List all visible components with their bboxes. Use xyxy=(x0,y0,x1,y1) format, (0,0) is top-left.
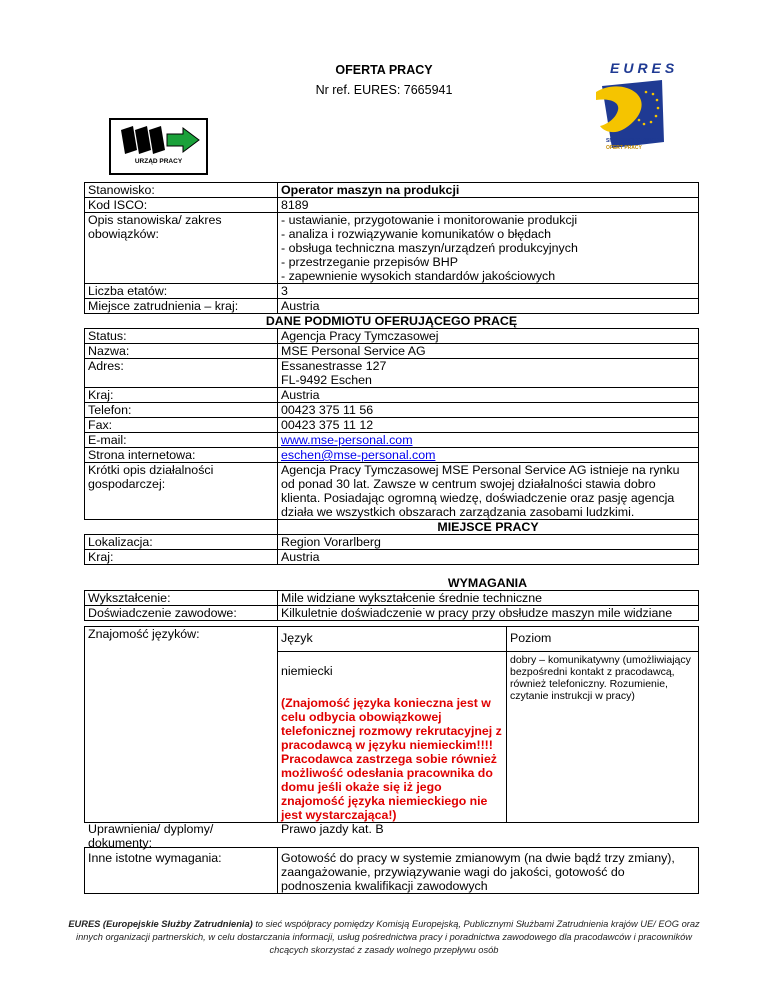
workplace-country-value: Austria xyxy=(278,550,699,565)
row-location xyxy=(85,535,699,550)
language-cell xyxy=(278,652,507,823)
experience-label: Doświadczenie zawodowe: xyxy=(85,606,278,621)
eures-tagline-2: OFERT PRACY xyxy=(606,145,642,151)
language-column-header: Język xyxy=(278,627,507,652)
urzad-pracy-emblem-icon xyxy=(111,120,206,160)
experience-value: Kilkuletnie doświadczenie w pracy przy obsłudze maszyn mile widziane xyxy=(278,606,699,621)
document-title: OFERTA PRACY xyxy=(335,63,433,77)
row-education xyxy=(85,591,699,606)
education-label: Wykształcenie: xyxy=(85,591,278,606)
description-label: Krótki opis działalności gospodarczej: xyxy=(85,463,278,520)
email-link[interactable]: www.mse-personal.com xyxy=(281,433,413,447)
address-value xyxy=(278,359,699,388)
phone-label: Telefon: xyxy=(85,403,278,418)
requirements-table xyxy=(84,590,699,621)
row-status xyxy=(85,329,699,344)
website-label: Strona internetowa: xyxy=(85,448,278,463)
requirements-section-title: WYMAGANIA xyxy=(447,576,528,590)
spacer xyxy=(85,520,278,535)
languages-table xyxy=(84,626,699,823)
workplace-section-title: MIEJSCE PRACY xyxy=(278,520,699,535)
row-isco xyxy=(85,198,699,213)
language-requirement-note: (Znajomość języka konieczna jest w celu odbycia obowiązkowej telefonicznej rozmowy rekrutacyjnej z pracodawcą w języku niemieckim!!!! Pracodawca zastrzega sobie również możliwość odesłania pracownika do domu jeśli okaże się iż jego znajomość języka niemieckiego nie jest wystarczająca!) xyxy=(281,696,502,822)
footer-bold: EURES (Europejskie Służby Zatrudnienia) xyxy=(68,919,253,929)
name-value: MSE Personal Service AG xyxy=(278,344,699,359)
row-email xyxy=(85,433,699,448)
duty-item: - analiza i rozwiązywanie komunikatów o błędach xyxy=(281,227,551,241)
row-name xyxy=(85,344,699,359)
row-phone xyxy=(85,403,699,418)
vacancies-value: 3 xyxy=(278,284,699,299)
row-address xyxy=(85,359,699,388)
licenses-label: Uprawnienia/ dyplomy/ dokumenty: xyxy=(88,822,214,850)
licenses-value: Prawo jazdy kat. B xyxy=(281,822,384,836)
job-offer-table xyxy=(84,182,699,565)
duty-item: - ustawianie, przygotowanie i monitorowanie produkcji xyxy=(281,213,578,227)
other-label: Inne istotne wymagania: xyxy=(85,848,278,894)
row-workplace-country xyxy=(85,550,699,565)
employer-section-header xyxy=(85,314,699,329)
row-description xyxy=(85,463,699,520)
address-line: Essanestrasse 127 xyxy=(281,359,387,373)
eures-logo-text: EURES xyxy=(610,60,679,76)
workplace-section-header xyxy=(85,520,699,535)
eures-logo xyxy=(582,50,678,154)
country-value: Austria xyxy=(278,299,699,314)
workplace-country-label: Kraj: xyxy=(85,550,278,565)
country-label: Miejsce zatrudnienia – kraj: xyxy=(85,299,278,314)
duties-list xyxy=(278,213,699,284)
language-level-cell xyxy=(507,652,699,823)
position-value: Operator maszyn na produkcji xyxy=(278,183,699,198)
row-country xyxy=(85,299,699,314)
fax-label: Fax: xyxy=(85,418,278,433)
fax-value: 00423 375 11 12 xyxy=(278,418,699,433)
status-value: Agencja Pracy Tymczasowej xyxy=(278,329,699,344)
description-value: Agencja Pracy Tymczasowej MSE Personal Service AG istnieje na rynku od ponad 30 lat. Zawsze w centrum swojej działalności stawia dobro klienta. Posiadając ogromną wiedzę, doświadczenie oraz pasję agencja działa we wszystkich obszarach zarządzania zasobami ludzkimi. xyxy=(278,463,699,520)
row-employer-country xyxy=(85,388,699,403)
urzad-pracy-text: URZĄD PRACY xyxy=(134,158,183,165)
position-label: Stanowisko: xyxy=(85,183,278,198)
other-requirements-table xyxy=(84,847,699,894)
education-value: Mile widziane wykształcenie średnie techniczne xyxy=(278,591,699,606)
duty-item: - obsługa techniczna maszyn/urządzeń produkcyjnych xyxy=(281,241,578,255)
row-website xyxy=(85,448,699,463)
row-other xyxy=(85,848,699,894)
status-label: Status: xyxy=(85,329,278,344)
row-experience xyxy=(85,606,699,621)
address-line: FL-9492 Eschen xyxy=(281,373,372,387)
reference-number: Nr ref. EURES: 7665941 xyxy=(315,83,453,97)
isco-value: 8189 xyxy=(278,198,699,213)
eures-tagline-1: SIEĆ EUROPEJSKICH xyxy=(606,138,659,144)
footer-rest: to sieć współpracy pomiędzy Komisją Europejską, Publicznymi Służbami Zatrudnienia krajów UE/ EOG oraz innych organizacji partnerskich, w celu dostarczania informacji, usług pośrednictwa pracy i poradnictwa zawodowego dla pracodawców i pracowników chcących skorzystać z zasady wolnego przepływu osób xyxy=(76,919,700,955)
employer-country-label: Kraj: xyxy=(85,388,278,403)
email-label: E-mail: xyxy=(85,433,278,448)
isco-label: Kod ISCO: xyxy=(85,198,278,213)
location-value: Region Vorarlberg xyxy=(278,535,699,550)
phone-value: 00423 375 11 56 xyxy=(278,403,699,418)
vacancies-label: Liczba etatów: xyxy=(85,284,278,299)
name-label: Nazwa: xyxy=(85,344,278,359)
language-name: niemiecki xyxy=(281,664,333,678)
row-position xyxy=(85,183,699,198)
level-column-header: Poziom xyxy=(507,627,699,652)
email-cell xyxy=(278,433,699,448)
footer-note xyxy=(60,918,708,957)
website-link[interactable]: eschen@mse-personal.com xyxy=(281,448,436,462)
other-value: Gotowość do pracy w systemie zmianowym (na dwie bądź trzy zmiany), zaangażowanie, przywiązywanie wagi do jakości, gotowość do podnoszenia kwalifikacji zawodowych xyxy=(278,848,699,894)
address-label: Adres: xyxy=(85,359,278,388)
duties-label: Opis stanowiska/ zakres obowiązków: xyxy=(85,213,278,284)
row-duties xyxy=(85,213,699,284)
employer-country-value: Austria xyxy=(278,388,699,403)
row-vacancies xyxy=(85,284,699,299)
languages-label: Znajomość języków: xyxy=(85,627,278,823)
duty-item: - zapewnienie wysokich standardów jakościowych xyxy=(281,269,556,283)
row-fax xyxy=(85,418,699,433)
location-label: Lokalizacja: xyxy=(85,535,278,550)
employer-section-title: DANE PODMIOTU OFERUJĄCEGO PRACĘ xyxy=(85,314,699,329)
row-languages-header xyxy=(85,627,699,652)
website-cell xyxy=(278,448,699,463)
urzad-pracy-logo xyxy=(109,118,208,175)
language-level: dobry – komunikatywny (umożliwiający bezpośredni kontakt z pracodawcą, również telefoniczny. Rozumienie, czytanie instrukcji w pracy) xyxy=(510,654,691,702)
duty-item: - przestrzeganie przepisów BHP xyxy=(281,255,458,269)
